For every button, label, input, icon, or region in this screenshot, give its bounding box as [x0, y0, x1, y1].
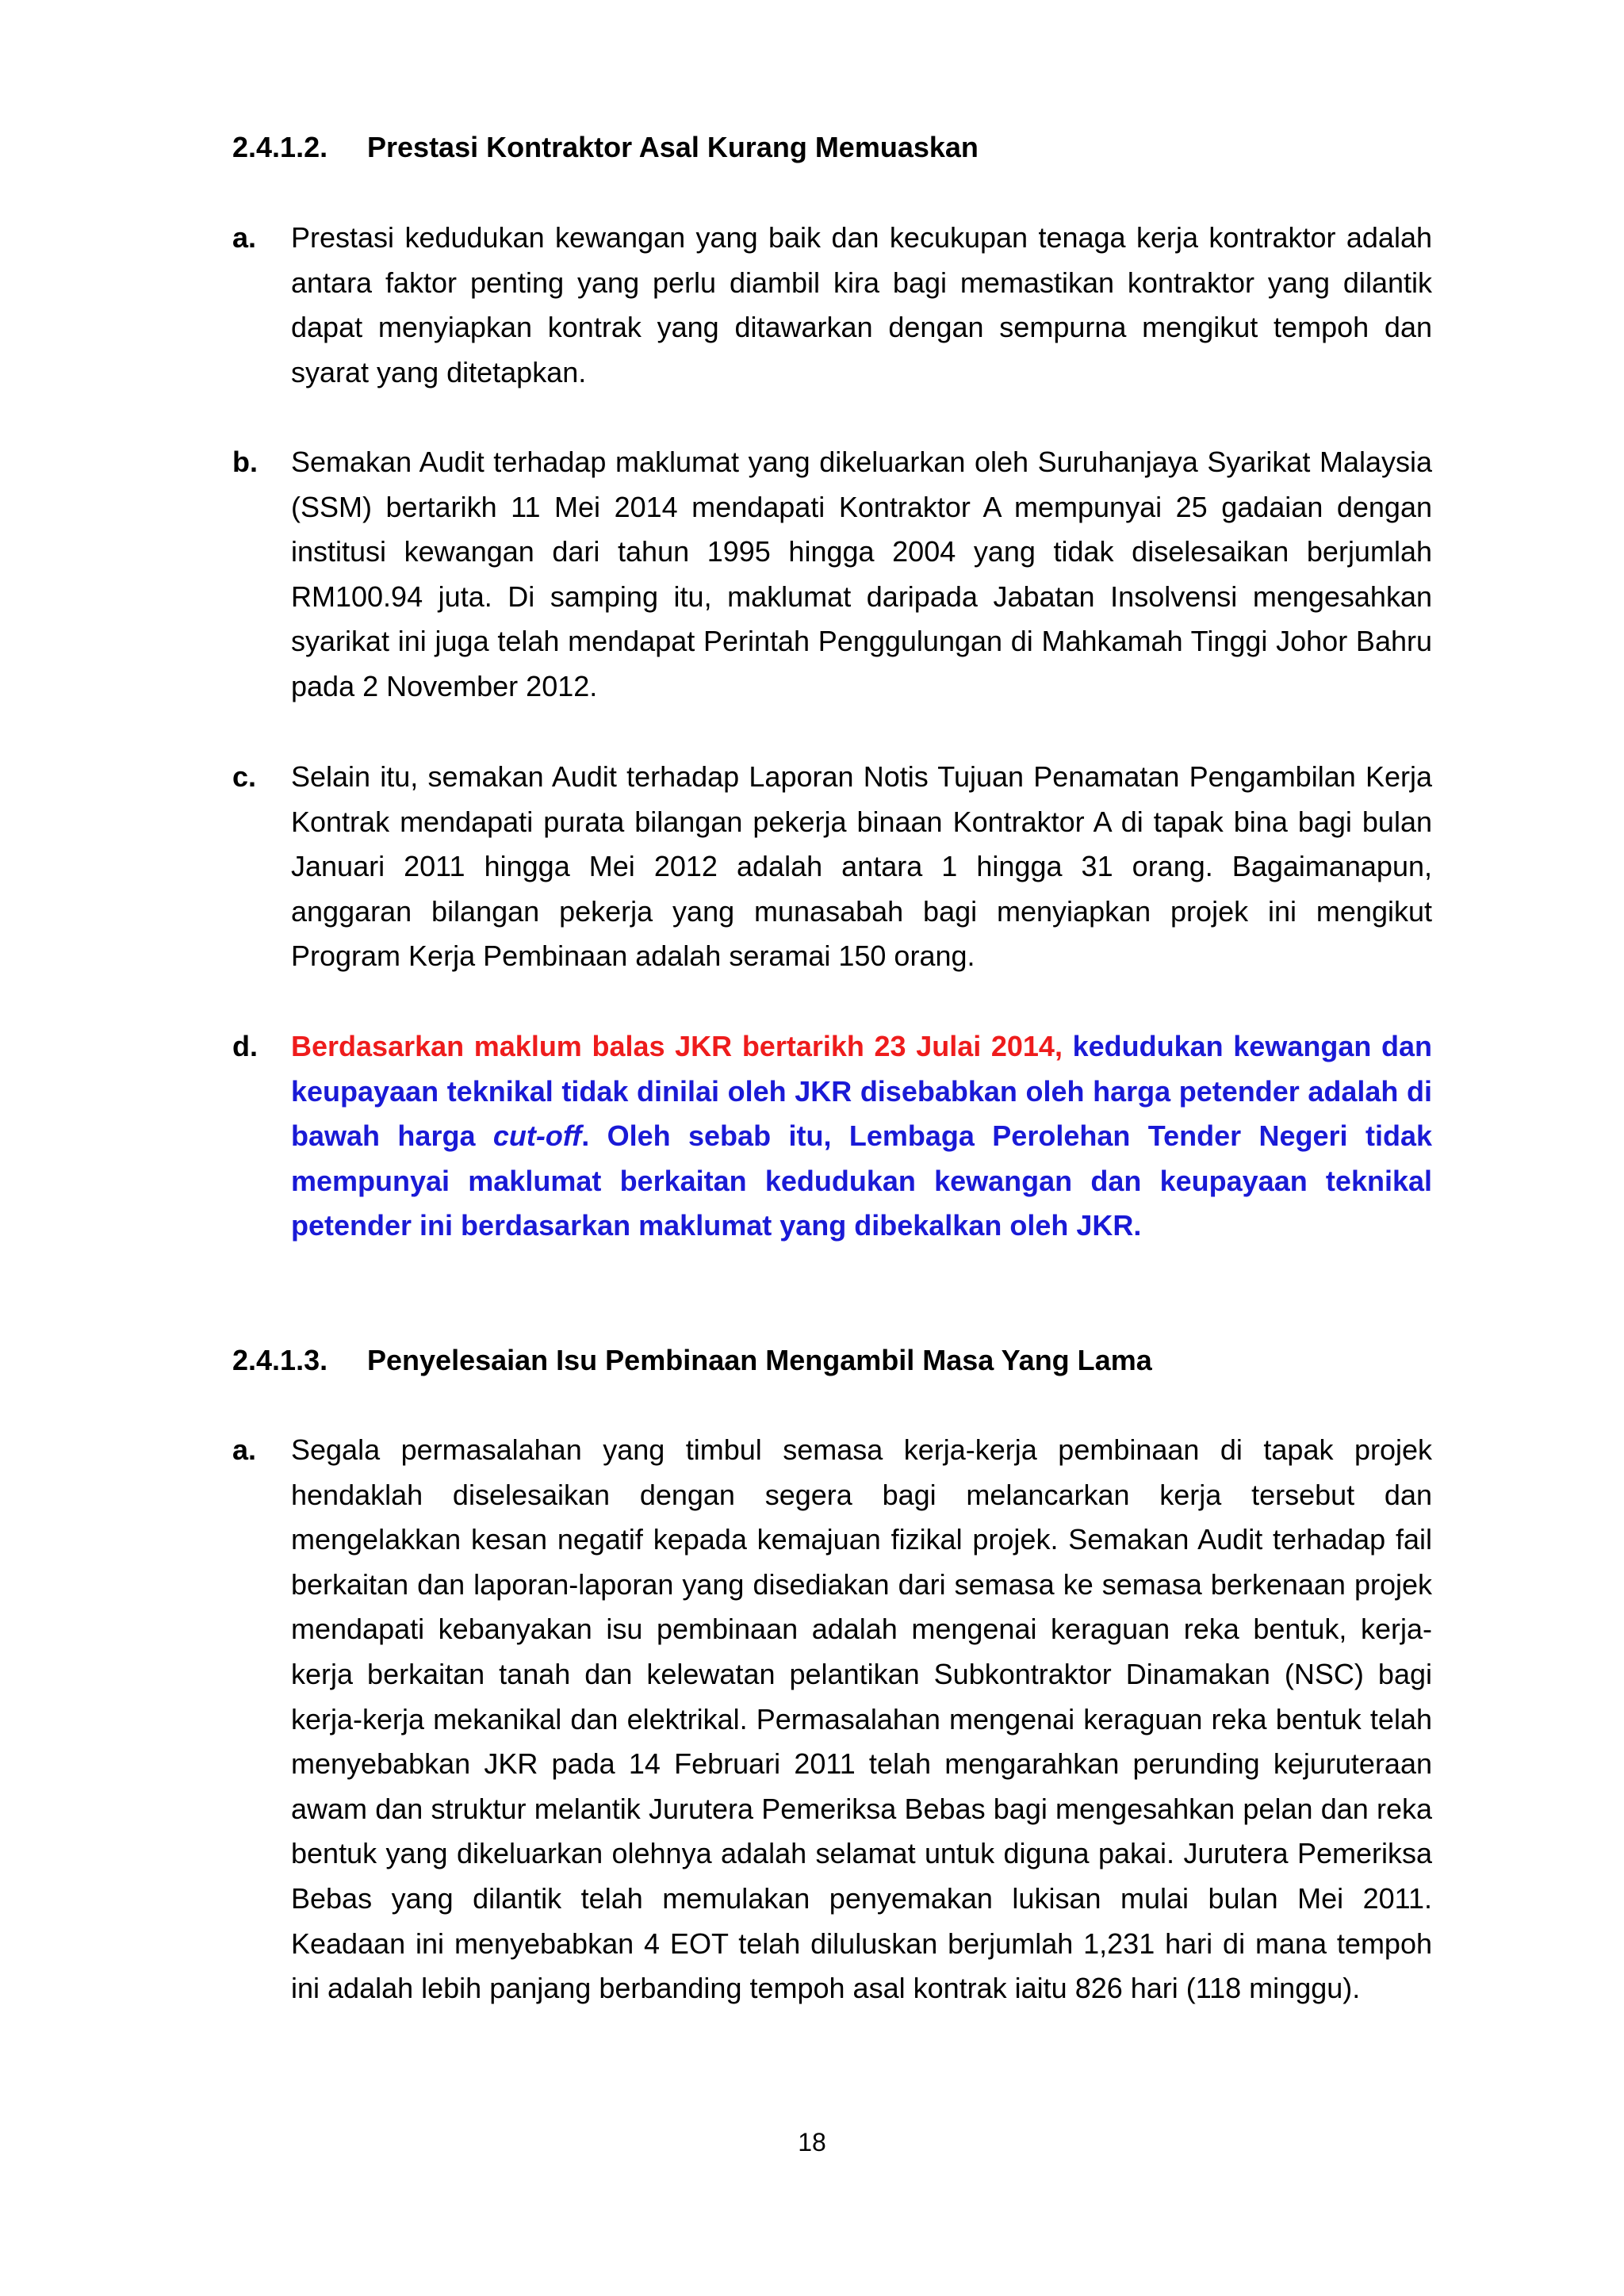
section-number: 2.4.1.2. — [232, 131, 328, 163]
list-marker: d. — [232, 1030, 258, 1062]
list-item-b — [232, 440, 1432, 710]
jkr-response-body: kedudukan kewangan dan keupayaan teknikal tidak dinilai oleh JKR disebabkan oleh harga petender adalah di bawah harga — [291, 1030, 1432, 1153]
section-heading-2-4-1-3 — [232, 1338, 1152, 1383]
list-item-c — [232, 755, 1432, 979]
list-marker: c. — [232, 760, 257, 793]
paragraph: Semakan Audit terhadap maklumat yang dikeluarkan oleh Suruhanjaya Syarikat Malaysia (SSM) bertarikh 11 Mei 2014 mendapati Kontraktor A mempunyai 25 gadaian dengan institusi kewangan dari tahun 1995 hingga 2004 yang tidak diselesaikan berjumlah RM100.94 juta. Di samping itu, maklumat daripada Jabatan Insolvensi mengesahkan syarikat ini juga telah mendapat Perintah Penggulungan di Mahkamah Tinggi Johor Bahru pada 2 November 2012. — [291, 446, 1432, 702]
cut-off-term: cut-off — [492, 1119, 582, 1153]
section-heading-2-4-1-2 — [232, 125, 979, 170]
paragraph-highlighted — [291, 1024, 1432, 1249]
list-item-d — [232, 1024, 1432, 1249]
paragraph: Selain itu, semakan Audit terhadap Laporan Notis Tujuan Penamatan Pengambilan Kerja Kontrak mendapati purata bilangan pekerja binaan Kontraktor A di tapak bina bagi bulan Januari 2011 hingga Mei 2012 adalah antara 1 hingga 31 orang. Bagaimanapun, anggaran bilangan pekerja yang munasabah bagi menyiapkan projek ini mengikut Program Kerja Pembinaan adalah seramai 150 orang. — [291, 760, 1432, 973]
list-marker: a. — [232, 1433, 257, 1466]
jkr-response-conclusion: . Oleh sebab itu, Lembaga Perolehan Tender Negeri tidak mempunyai maklumat berkaitan kedudukan kewangan dan keupayaan teknikal petender ini berdasarkan maklumat yang dibekalkan oleh JKR. — [291, 1119, 1432, 1242]
list-item-a-2 — [232, 1428, 1432, 2011]
list-marker: a. — [232, 221, 257, 254]
section-title: Prestasi Kontraktor Asal Kurang Memuaskan — [367, 131, 979, 163]
section-title: Penyelesaian Isu Pembinaan Mengambil Masa Yang Lama — [367, 1344, 1152, 1376]
list-item-a — [232, 216, 1432, 395]
paragraph: Segala permasalahan yang timbul semasa kerja-kerja pembinaan di tapak projek hendaklah diselesaikan dengan segera bagi melancarkan kerja tersebut dan mengelakkan kesan negatif kepada kemajuan fizikal projek. Semakan Audit terhadap fail berkaitan dan laporan-laporan yang disediakan dari semasa ke semasa berkenaan projek mendapati kebanyakan isu pembinaan adalah mengenai keraguan reka bentuk, kerja-kerja berkaitan tanah dan kelewatan pelantikan Subkontraktor Dinamakan (NSC) bagi kerja-kerja mekanikal dan elektrikal. Permasalahan mengenai keraguan reka bentuk telah menyebabkan JKR pada 14 Februari 2011 telah mengarahkan perunding kejuruteraan awam dan struktur melantik Jurutera Pemeriksa Bebas bagi mengesahkan pelan dan reka bentuk yang dikeluarkan olehnya adalah selamat untuk diguna pakai. Jurutera Pemeriksa Bebas yang dilantik telah memulakan penyemakan lukisan mulai bulan Mei 2011. Keadaan ini menyebabkan 4 EOT telah diluluskan berjumlah 1,231 hari di mana tempoh ini adalah lebih panjang berbanding tempoh asal kontrak iaitu 826 hari (118 minggu). — [291, 1433, 1432, 2005]
list-marker: b. — [232, 446, 258, 478]
paragraph: Prestasi kedudukan kewangan yang baik dan kecukupan tenaga kerja kontraktor adalah antara faktor penting yang perlu diambil kira bagi memastikan kontraktor yang dilantik dapat menyiapkan kontrak yang ditawarkan dengan sempurna mengikut tempoh dan syarat yang ditetapkan. — [291, 221, 1432, 388]
section-number: 2.4.1.3. — [232, 1344, 328, 1376]
page-number: 18 — [798, 2128, 826, 2156]
jkr-response-intro: Berdasarkan maklum balas JKR bertarikh 23 Julai 2014, — [291, 1030, 1063, 1062]
